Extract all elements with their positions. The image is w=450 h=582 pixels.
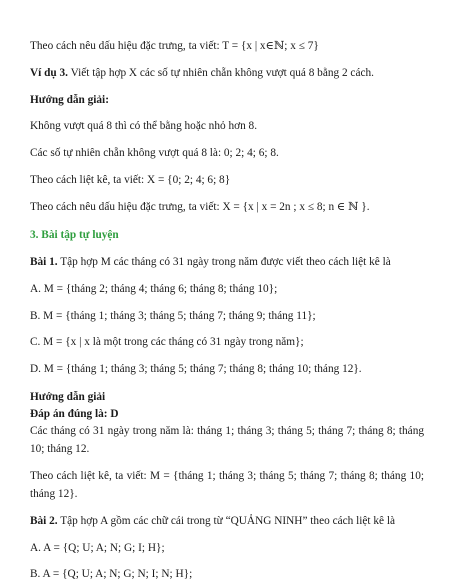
text-line: Các số tự nhiên chẵn không vượt quá 8 là: 0; 2; 4; 6; 8. — [30, 147, 279, 159]
text-line: Theo cách nêu dấu hiệu đặc trưng, ta viết: X = {x | x = 2n ; x ≤ 8; n ∈ ℕ }. — [30, 201, 370, 213]
option-a: A. A = {Q; U; A; N; G; I; H}; — [30, 542, 165, 554]
exercise-label: Bài 1. — [30, 256, 58, 268]
guide-heading: Hướng dẫn giải: — [30, 94, 109, 106]
exercise-text: Tập hợp M các tháng có 31 ngày trong năm được viết theo cách liệt kê là — [57, 256, 391, 268]
option-d: D. M = {tháng 1; tháng 3; tháng 5; tháng 7; tháng 8; tháng 10; tháng 12}. — [30, 363, 362, 375]
guide-heading: Hướng dẫn giải — [30, 391, 106, 403]
explanation-line: tháng 12}. — [30, 488, 78, 500]
explanation-line: 10; tháng 12. — [30, 443, 90, 455]
explanation-line: Các tháng có 31 ngày trong năm là: tháng 1; tháng 3; tháng 5; tháng 7; tháng 8; tháng — [30, 425, 424, 437]
exercise-label: Bài 2. — [30, 515, 58, 527]
text-line: Theo cách liệt kê, ta viết: X = {0; 2; 4; 6; 8} — [30, 174, 231, 186]
example-text: Viết tập hợp X các số tự nhiên chẵn không vượt quá 8 bằng 2 cách. — [67, 67, 374, 79]
example-3-prompt — [30, 67, 424, 80]
exercise-1-prompt — [30, 256, 424, 269]
explanation-line: Theo cách liệt kê, ta viết: M = {tháng 1; tháng 3; tháng 5; tháng 7; tháng 8; tháng 10; — [30, 470, 424, 482]
option-a: A. M = {tháng 2; tháng 4; tháng 6; tháng 8; tháng 10}; — [30, 283, 278, 295]
exercise-text: Tập hợp A gồm các chữ cái trong từ “QUẢNG NINH” theo cách liệt kê là — [57, 515, 395, 527]
option-b: B. M = {tháng 1; tháng 3; tháng 5; tháng 7; tháng 9; tháng 11}; — [30, 310, 316, 322]
section-heading: 3. Bài tập tự luyện — [30, 229, 119, 241]
option-b: B. A = {Q; U; A; N; G; N; I; N; H}; — [30, 568, 193, 580]
example-label: Ví dụ 3. — [30, 67, 68, 79]
text-line: Theo cách nêu dấu hiệu đặc trưng, ta viết: T = {x | x∈ℕ; x ≤ 7} — [30, 40, 319, 52]
option-c: C. M = {x | x là một trong các tháng có 31 ngày trong năm}; — [30, 336, 304, 348]
exercise-2-prompt — [30, 515, 424, 528]
answer-line: Đáp án đúng là: D — [30, 408, 119, 420]
text-line: Không vượt quá 8 thì có thể bằng hoặc nhỏ hơn 8. — [30, 120, 258, 132]
